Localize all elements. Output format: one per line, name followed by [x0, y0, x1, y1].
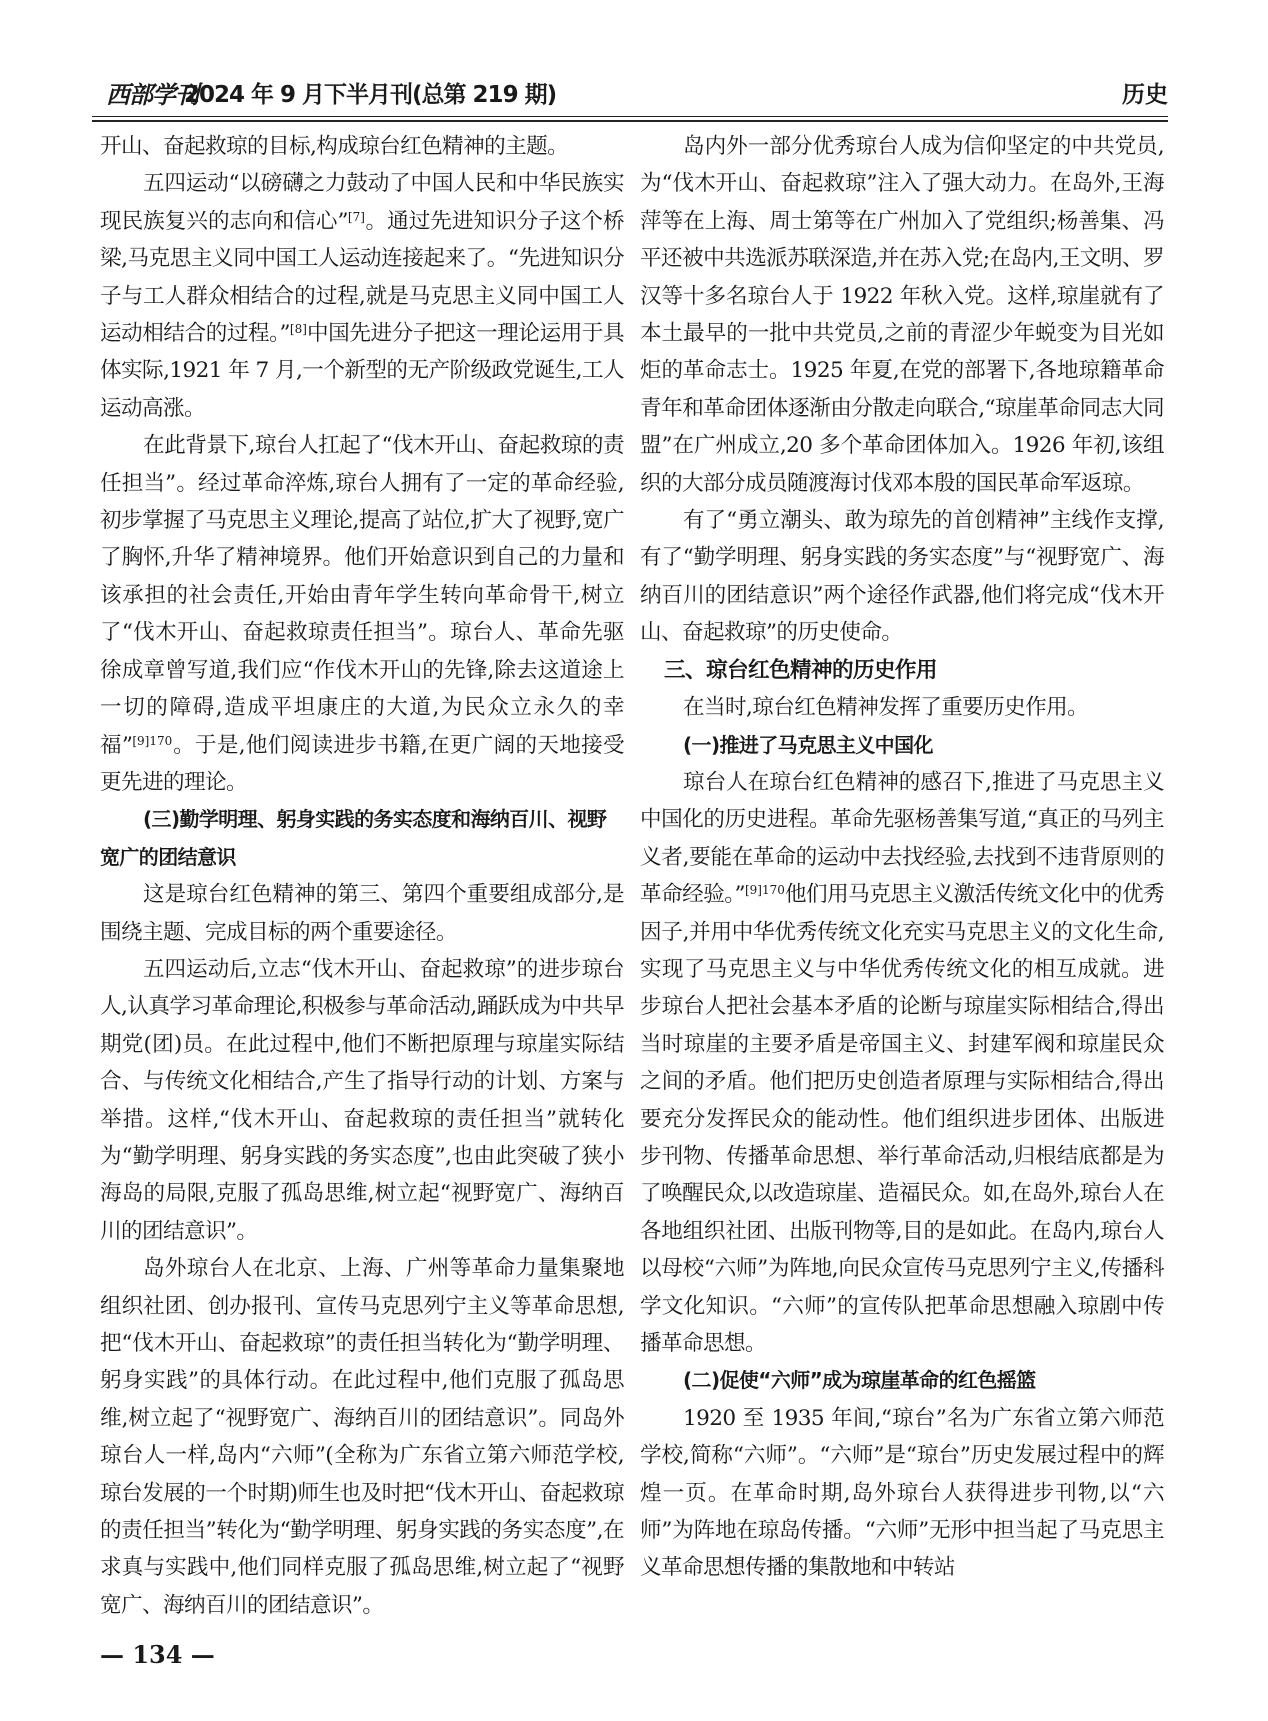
citation: [9]170 [744, 882, 785, 897]
paragraph: 岛内外一部分优秀琼台人成为信仰坚定的中共党员,为“伐木开山、奋起救琼”注入了强大动力。在岛外,王海萍等在上海、周士第等在广州加入了党组织;杨善集、冯平还被中共选派苏联深造,并在苏入党;在岛内,王文明、罗汉等十多名琼台人于 1922 年秋入党。这样,琼崖就有了本土最早的一批中共党员,之前的青涩少年蜕变为目光如炬的革命志士。1925 年夏,在党的部署下,各地琼籍革命青年和革命团体逐渐由分散走向联合,“琼崖革命同志大同盟”在广州成立,20 多个革命团体加入。1926 年初,该组织的大部分成员随渡海讨伐邓本殷的国民革命军返琼。 [640, 134, 1164, 496]
right-column [640, 128, 1164, 1587]
header-rule-thin [92, 116, 1168, 117]
paragraph: 岛外琼台人在北京、上海、广州等革命力量集聚地组织社团、创办报刊、宣传马克思列宁主义等革命思想,把“伐木开山、奋起救琼”的责任担当转化为“勤学明理、躬身实践”的具体行动。在此过程中,他们克服了孤岛思维,树立起了“视野宽广、海纳百川的团结意识”。同岛外琼台人一样,岛内“六师”(全称为广东省立第六师范学校,琼台发展的一个时期)师生也及时把“伐木开山、奋起救琼的责任担当”转化为“勤学明理、躬身实践的务实态度”,在求真与实践中,他们同样克服了孤岛思维,树立起了“视野宽广、海纳百川的团结意识”。 [100, 1256, 624, 1618]
subsection-heading: (一)推进了马克思主义中国化 [683, 732, 933, 757]
text-run: 在此背景下,琼台人扛起了“伐木开山、奋起救琼的责任担当”。经过革命淬炼,琼台人拥有了一定的革命经验,初步掌握了马克思主义理论,提高了站位,扩大了视野,宽广了胸怀,升华了精神境界。他们开始意识到自己的力量和该承担的社会责任,开始由青年学生转向革命骨干,树立了“伐木开山、奋起救琼责任担当”。琼台人、革命先驱徐成章曾写道,我们应“作伐木开山的先锋,除去这道途上一切的障碍,造成平坦康庄的大道,为民众立永久的幸福” [100, 433, 624, 758]
journal-logo: 西部学刊 [106, 80, 198, 109]
issue-info: 2024 年 9 月下半月刊(总第 219 期) [184, 82, 557, 108]
paragraph: 这是琼台红色精神的第三、第四个重要组成部分,是围绕主题、完成目标的两个重要途径。 [100, 882, 624, 945]
paragraph [100, 165, 624, 427]
header-rule-thick [92, 120, 1168, 122]
paragraph [640, 764, 1164, 1363]
page-number: — 134 — [100, 1640, 215, 1669]
citation: [9]170 [132, 733, 173, 748]
text-run: 琼台人在琼台红色精神的感召下,推进了马克思主义中国化的历史进程。革命先驱杨善集写道,“真正的马列主义者,要能在革命的运动中去找经验,去找到不违背原则的革命经验。” [640, 769, 1164, 908]
running-header [92, 80, 1168, 112]
subsection-heading: (二)促使“六师”成为琼崖革命的红色摇篮 [683, 1368, 1036, 1393]
left-column [100, 128, 624, 1624]
paragraph: 在当时,琼台红色精神发挥了重要历史作用。 [683, 695, 1089, 721]
subsection-heading: (三)勤学明理、躬身实践的务实态度和海纳百川、视野宽广的团结意识 [100, 807, 607, 869]
citation: [7] [347, 209, 365, 224]
text-run: 他们用马克思主义激活传统文化中的优秀因子,并用中华优秀传统文化充实马克思主义的文化生命,实现了马克思主义与中华优秀传统文化的相互成就。进步琼台人把社会基本矛盾的论断与琼崖实际相结合,得出当时琼崖的主要矛盾是帝国主义、封建军阀和琼崖民众之间的矛盾。他们把历史创造者原理与实际相结合,得出要充分发挥民众的能动性。他们组织进步团体、出版进步刊物、传播革命思想、举行革命活动,归根结底都是为了唤醒民众,以改造琼崖、造福民众。如,在岛外,琼台人在各地组织社团、出版刊物等,目的是如此。在岛内,琼台人以母校“六师”为阵地,向民众宣传马克思列宁主义,传播科学文化知识。“六师”的宣传队把革命思想融入琼剧中传播革命思想。 [640, 882, 1165, 1356]
section-heading: 三、琼台红色精神的历史作用 [664, 657, 937, 683]
paragraph: 五四运动后,立志“伐木开山、奋起救琼”的进步琼台人,认真学习革命理论,积极参与革命活动,踊跃成为中共早期党(团)员。在此过程中,他们不断把原理与琼崖实际结合、与传统文化相结合,产生了指导行动的计划、方案与举措。这样,“伐木开山、奋起救琼的责任担当”就转化为“勤学明理、躬身实践的务实态度”,也由此突破了狭小海岛的局限,克服了孤岛思维,树立起“视野宽广、海纳百川的团结意识”。 [100, 956, 624, 1244]
paragraph: 有了“勇立潮头、敢为琼先的首创精神”主线作支撑,有了“勤学明理、躬身实践的务实态度”与“视野宽广、海纳百川的团结意识”两个途径作武器,他们将完成“伐木开山、奋起救琼”的历史使命。 [640, 508, 1164, 646]
text-run: 中国先进分子把这一理论运用于具体实际,1921 年 7 月,一个新型的无产阶级政党诞生,工人运动高涨。 [100, 321, 624, 421]
citation: [8] [289, 321, 307, 336]
paragraph: 开山、奋起救琼的目标,构成琼台红色精神的主题。 [100, 134, 569, 159]
text-run: 。于是,他们阅读进步书籍,在更广阔的天地接受更先进的理论。 [100, 732, 625, 795]
paragraph: 1920 至 1935 年间,“琼台”名为广东省立第六师范学校,简称“六师”。“六师”是“琼台”历史发展过程中的辉煌一页。在革命时期,岛外琼台人获得进步刊物,以“六师”为阵地在琼岛传播。“六师”无形中担当起了马克思主义革命思想传播的集散地和中转站 [640, 1405, 1164, 1581]
paragraph [100, 427, 624, 801]
text-run: 五四运动“以磅礴之力鼓动了中国人民和中华民族实现民族复兴的志向和信心” [100, 171, 624, 234]
section-name: 历史 [1122, 82, 1168, 108]
text-run: 。通过先进知识分子这个桥梁,马克思主义同中国工人运动连接起来了。“先进知识分子与工人群众相结合的过程,就是马克思主义同中国工人运动相结合的过程。” [100, 208, 624, 347]
